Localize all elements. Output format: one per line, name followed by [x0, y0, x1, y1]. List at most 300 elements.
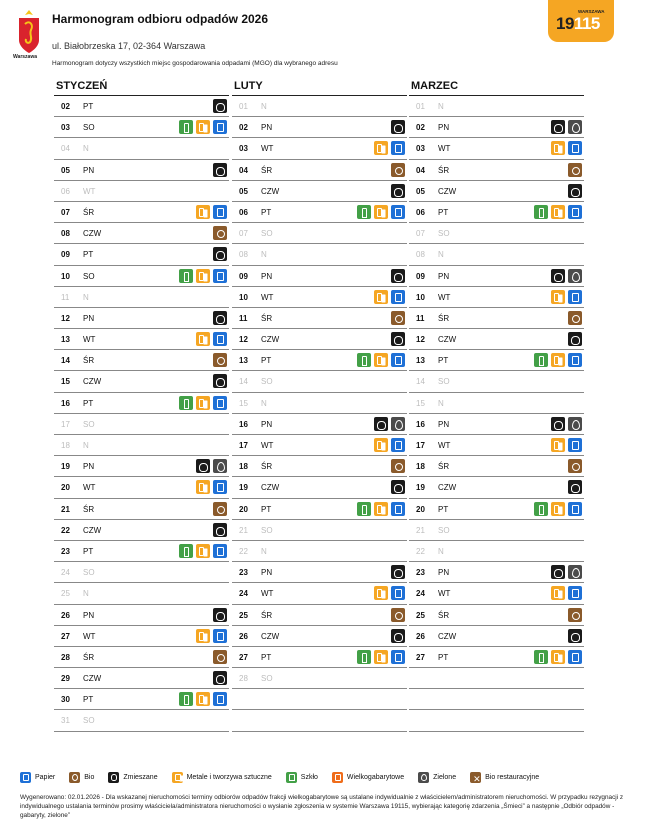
day-number: 26	[61, 610, 70, 620]
day-row	[54, 117, 229, 138]
day-row	[54, 562, 229, 583]
day-row	[409, 583, 584, 604]
metale-icon	[374, 438, 388, 452]
day-row	[54, 456, 229, 477]
weekday: WT	[261, 441, 274, 450]
day-row	[409, 223, 584, 244]
weekday: PT	[261, 207, 272, 217]
day-number: 03	[239, 144, 248, 154]
day-number: 31	[61, 716, 70, 726]
day-row	[54, 266, 229, 287]
papier-icon	[213, 269, 227, 283]
day-number: 02	[239, 123, 248, 133]
day-number: 12	[416, 335, 425, 345]
day-number: 10	[416, 292, 425, 302]
day-number: 07	[239, 229, 248, 239]
day-number: 04	[416, 165, 425, 175]
day-row	[232, 202, 407, 223]
bio-icon	[391, 163, 405, 177]
day-row	[409, 244, 584, 265]
day-number: 02	[61, 102, 70, 111]
waste-icons	[213, 671, 227, 685]
day-row	[54, 435, 229, 456]
day-number: 18	[61, 441, 70, 450]
day-number: 01	[416, 102, 425, 111]
weekday: N	[438, 398, 444, 408]
legend-label: Bio restauracyjne	[485, 774, 540, 781]
waste-icons	[391, 184, 405, 198]
waste-icons	[213, 502, 227, 516]
weekday: WT	[438, 292, 451, 302]
papier-icon	[568, 353, 582, 367]
papier-icon	[391, 353, 405, 367]
weekday: PT	[83, 102, 94, 111]
day-row	[232, 499, 407, 520]
szklo-icon	[179, 692, 193, 706]
waste-icons	[213, 311, 227, 325]
day-row	[232, 689, 407, 710]
day-row	[232, 138, 407, 159]
day-number: 15	[61, 377, 70, 387]
zmieszane-icon	[108, 772, 119, 783]
papier-icon	[391, 586, 405, 600]
weekday: N	[83, 441, 89, 450]
month-column	[54, 80, 229, 732]
zmieszane-icon	[213, 523, 227, 537]
zielone-icon	[568, 269, 582, 283]
weekday: ŚR	[261, 313, 273, 323]
szklo-icon	[357, 502, 371, 516]
weekday: WT	[261, 589, 274, 599]
day-row	[232, 393, 407, 414]
legend-item	[20, 772, 55, 783]
day-row	[54, 605, 229, 626]
weekday: CZW	[438, 335, 457, 345]
day-number: 13	[239, 356, 248, 366]
weekday: PN	[438, 419, 450, 429]
day-number: 09	[239, 271, 248, 281]
waste-icons	[179, 692, 227, 706]
day-number: 23	[239, 568, 248, 578]
day-number: 09	[61, 250, 70, 260]
weekday: SO	[83, 123, 95, 133]
weekday: ŚR	[83, 652, 95, 662]
waste-icons	[374, 141, 405, 155]
day-row	[232, 414, 407, 435]
weekday: ŚR	[83, 356, 95, 366]
waste-icons	[534, 353, 582, 367]
bio-icon	[391, 311, 405, 325]
day-row	[54, 160, 229, 181]
waste-icons	[391, 629, 405, 643]
legend-item	[332, 772, 404, 783]
legend-label: Metale i tworzywa sztuczne	[186, 774, 272, 781]
day-row	[409, 138, 584, 159]
zmieszane-icon	[213, 163, 227, 177]
metale-icon	[374, 205, 388, 219]
zmieszane-icon	[391, 332, 405, 346]
weekday: SO	[438, 229, 450, 239]
weekday: CZW	[438, 186, 457, 196]
waste-icons	[357, 502, 405, 516]
day-number: 24	[416, 589, 425, 599]
waste-icons	[551, 141, 582, 155]
weekday: SO	[261, 377, 273, 387]
metale-icon	[551, 586, 565, 600]
day-number: 28	[239, 674, 248, 684]
day-row	[54, 541, 229, 562]
papier-icon	[568, 650, 582, 664]
weekday: CZW	[83, 525, 102, 535]
szklo-icon	[179, 120, 193, 134]
day-number: 19	[61, 462, 70, 472]
day-number: 25	[416, 610, 425, 620]
waste-icons	[391, 459, 405, 473]
day-row	[54, 689, 229, 710]
weekday: CZW	[261, 631, 280, 641]
zmieszane-icon	[213, 671, 227, 685]
day-row	[409, 329, 584, 350]
waste-icons	[196, 205, 227, 219]
zielone-icon	[568, 565, 582, 579]
day-number: 13	[61, 335, 70, 345]
zielone-icon	[568, 120, 582, 134]
metale-icon	[196, 120, 210, 134]
zmieszane-icon	[213, 99, 227, 113]
zielone-icon	[568, 417, 582, 431]
szklo-icon	[179, 269, 193, 283]
day-number: 07	[61, 207, 70, 217]
szklo-icon	[357, 205, 371, 219]
day-number: 08	[61, 229, 70, 239]
day-row	[409, 96, 584, 117]
weekday: SO	[83, 568, 95, 578]
weekday: PN	[261, 419, 273, 429]
metale-icon	[196, 205, 210, 219]
weekday: PN	[83, 165, 95, 175]
day-row	[232, 287, 407, 308]
weekday: PT	[83, 250, 94, 260]
weekday: WT	[438, 441, 451, 450]
waste-icons	[551, 120, 582, 134]
month-header: STYCZEŃ	[54, 80, 229, 96]
day-number: 11	[239, 313, 248, 323]
waste-icons	[213, 99, 227, 113]
day-row	[232, 329, 407, 350]
weekday: ŚR	[438, 462, 450, 472]
papier-icon	[391, 502, 405, 516]
szklo-icon	[534, 502, 548, 516]
weekday: N	[261, 102, 267, 111]
zmieszane-icon	[551, 120, 565, 134]
day-row	[409, 266, 584, 287]
waste-icons	[568, 184, 582, 198]
legend-item	[108, 772, 157, 783]
day-number: 21	[61, 504, 70, 514]
day-number: 05	[61, 165, 70, 175]
weekday: PN	[438, 271, 450, 281]
legend-item	[418, 772, 456, 783]
day-number: 24	[239, 589, 248, 599]
weekday: N	[438, 546, 444, 556]
waste-icons	[179, 396, 227, 410]
papier-icon	[568, 141, 582, 155]
metale-icon	[196, 544, 210, 558]
weekday: PT	[438, 207, 449, 217]
metale-icon	[196, 692, 210, 706]
day-row	[232, 435, 407, 456]
waste-icons	[568, 332, 582, 346]
weekday: PN	[83, 462, 95, 472]
papier-icon	[213, 544, 227, 558]
weekday: N	[261, 546, 267, 556]
waste-icons	[179, 269, 227, 283]
waste-icons	[374, 417, 405, 431]
day-number: 15	[239, 398, 248, 408]
zmieszane-icon	[568, 332, 582, 346]
papier-icon	[213, 120, 227, 134]
legend-item	[470, 772, 539, 783]
szklo-icon	[179, 544, 193, 558]
weekday: PT	[438, 652, 449, 662]
waste-icons	[551, 269, 582, 283]
day-row	[409, 626, 584, 647]
day-number: 17	[239, 441, 248, 450]
zmieszane-icon	[391, 480, 405, 494]
weekday: SO	[83, 419, 95, 429]
day-number: 16	[416, 419, 425, 429]
metale-icon	[551, 141, 565, 155]
day-number: 27	[61, 631, 70, 641]
day-row	[54, 668, 229, 689]
day-number: 22	[239, 546, 248, 556]
papier-icon	[568, 290, 582, 304]
weekday: N	[83, 589, 89, 599]
weekday: PT	[83, 695, 94, 705]
waste-icons	[551, 417, 582, 431]
day-number: 06	[416, 207, 425, 217]
bio-icon	[213, 353, 227, 367]
weekday: ŚR	[83, 504, 95, 514]
zmieszane-icon	[551, 417, 565, 431]
day-row	[54, 499, 229, 520]
day-row	[409, 477, 584, 498]
zmieszane-icon	[374, 417, 388, 431]
day-number: 11	[61, 292, 70, 302]
weekday: SO	[438, 525, 450, 535]
metale-icon	[551, 290, 565, 304]
weekday: PN	[83, 610, 95, 620]
day-number: 25	[239, 610, 248, 620]
papier-icon	[213, 692, 227, 706]
day-number: 14	[239, 377, 248, 387]
bio-icon	[568, 608, 582, 622]
weekday: CZW	[83, 674, 102, 684]
wielko-icon	[332, 772, 343, 783]
day-row	[54, 477, 229, 498]
waste-icons	[213, 374, 227, 388]
day-row	[232, 668, 407, 689]
day-number: 25	[61, 589, 70, 599]
waste-icons	[391, 269, 405, 283]
legend-label: Zielone	[433, 774, 457, 781]
day-row	[232, 308, 407, 329]
szklo-icon	[357, 353, 371, 367]
waste-icons	[551, 290, 582, 304]
metale-icon	[172, 772, 183, 783]
waste-icons	[391, 565, 405, 579]
metale-icon	[196, 396, 210, 410]
zmieszane-icon	[196, 459, 210, 473]
day-row	[232, 181, 407, 202]
day-number: 18	[416, 462, 425, 472]
waste-icons	[374, 438, 405, 452]
zielone-icon	[418, 772, 429, 783]
badge-19115-logo	[548, 0, 614, 42]
weekday: PT	[261, 652, 272, 662]
weekday: CZW	[438, 483, 457, 493]
weekday: CZW	[83, 377, 102, 387]
metale-icon	[196, 332, 210, 346]
day-number: 21	[239, 525, 248, 535]
month-header: MARZEC	[409, 80, 584, 96]
papier-icon	[213, 205, 227, 219]
legend-label: Wielkogabarytowe	[346, 774, 405, 781]
weekday: WT	[261, 292, 274, 302]
day-number: 23	[416, 568, 425, 578]
day-row	[409, 689, 584, 710]
waste-icons	[357, 353, 405, 367]
metale-icon	[196, 480, 210, 494]
waste-icons	[213, 247, 227, 261]
legend-item	[172, 772, 272, 783]
metale-icon	[374, 502, 388, 516]
weekday: N	[261, 250, 267, 260]
day-row	[232, 710, 407, 731]
day-row	[409, 350, 584, 371]
day-number: 10	[239, 292, 248, 302]
day-number: 22	[61, 525, 70, 535]
day-row	[54, 647, 229, 668]
weekday: SO	[261, 229, 273, 239]
weekday: WT	[83, 483, 96, 493]
papier-icon	[568, 586, 582, 600]
papier-icon	[568, 502, 582, 516]
day-row	[409, 308, 584, 329]
waste-icons	[196, 480, 227, 494]
day-number: 05	[416, 186, 425, 196]
weekday: ŚR	[261, 462, 273, 472]
waste-icons	[568, 608, 582, 622]
metale-icon	[551, 205, 565, 219]
zmieszane-icon	[391, 184, 405, 198]
day-number: 04	[239, 165, 248, 175]
weekday: N	[83, 292, 89, 302]
waste-icons	[179, 120, 227, 134]
day-number: 27	[416, 652, 425, 662]
day-number: 12	[239, 335, 248, 345]
weekday: CZW	[261, 186, 280, 196]
day-row	[409, 435, 584, 456]
day-row	[409, 202, 584, 223]
szklo-icon	[534, 205, 548, 219]
zmieszane-icon	[568, 184, 582, 198]
badge-number-b: 115	[573, 14, 600, 33]
szklo-icon	[286, 772, 297, 783]
weekday: CZW	[83, 229, 102, 239]
zmieszane-icon	[568, 629, 582, 643]
day-row	[409, 160, 584, 181]
waste-icons	[391, 332, 405, 346]
weekday: N	[438, 250, 444, 260]
page-title: Harmonogram odbioru odpadów 2026	[52, 12, 269, 26]
szklo-icon	[357, 650, 371, 664]
weekday: WT	[438, 589, 451, 599]
day-number: 27	[239, 652, 248, 662]
biorest-icon	[470, 772, 481, 783]
day-number: 17	[416, 441, 425, 450]
waste-icons	[374, 586, 405, 600]
weekday: WT	[438, 144, 451, 154]
day-number: 09	[416, 271, 425, 281]
crest-label: Warszawa	[13, 54, 37, 60]
waste-icons	[357, 650, 405, 664]
day-number: 14	[61, 356, 70, 366]
day-number: 06	[239, 207, 248, 217]
weekday: PN	[83, 313, 95, 323]
day-number: 26	[416, 631, 425, 641]
zmieszane-icon	[551, 565, 565, 579]
weekday: N	[83, 144, 89, 154]
day-row	[232, 223, 407, 244]
day-row	[232, 477, 407, 498]
day-row	[409, 668, 584, 689]
legend-item	[286, 772, 318, 783]
day-row	[409, 117, 584, 138]
day-number: 05	[239, 186, 248, 196]
weekday: SO	[261, 674, 273, 684]
day-number: 01	[239, 102, 248, 111]
papier-icon	[20, 772, 31, 783]
legend-item	[69, 772, 94, 783]
day-row	[54, 138, 229, 159]
weekday: ŚR	[261, 165, 273, 175]
weekday: CZW	[261, 483, 280, 493]
weekday: PT	[438, 356, 449, 366]
badge-number	[556, 14, 600, 34]
day-row	[409, 520, 584, 541]
papier-icon	[213, 629, 227, 643]
day-row	[232, 626, 407, 647]
weekday: SO	[83, 271, 95, 281]
day-row	[54, 626, 229, 647]
bio-icon	[213, 502, 227, 516]
metale-icon	[196, 629, 210, 643]
weekday: PT	[438, 504, 449, 514]
waste-icons	[213, 353, 227, 367]
zmieszane-icon	[213, 311, 227, 325]
waste-icons	[196, 459, 227, 473]
day-row	[54, 308, 229, 329]
day-row	[409, 181, 584, 202]
day-number: 26	[239, 631, 248, 641]
weekday: WT	[83, 186, 96, 196]
day-row	[409, 456, 584, 477]
waste-icons	[568, 163, 582, 177]
day-row	[232, 583, 407, 604]
bio-icon	[213, 226, 227, 240]
zmieszane-icon	[391, 120, 405, 134]
